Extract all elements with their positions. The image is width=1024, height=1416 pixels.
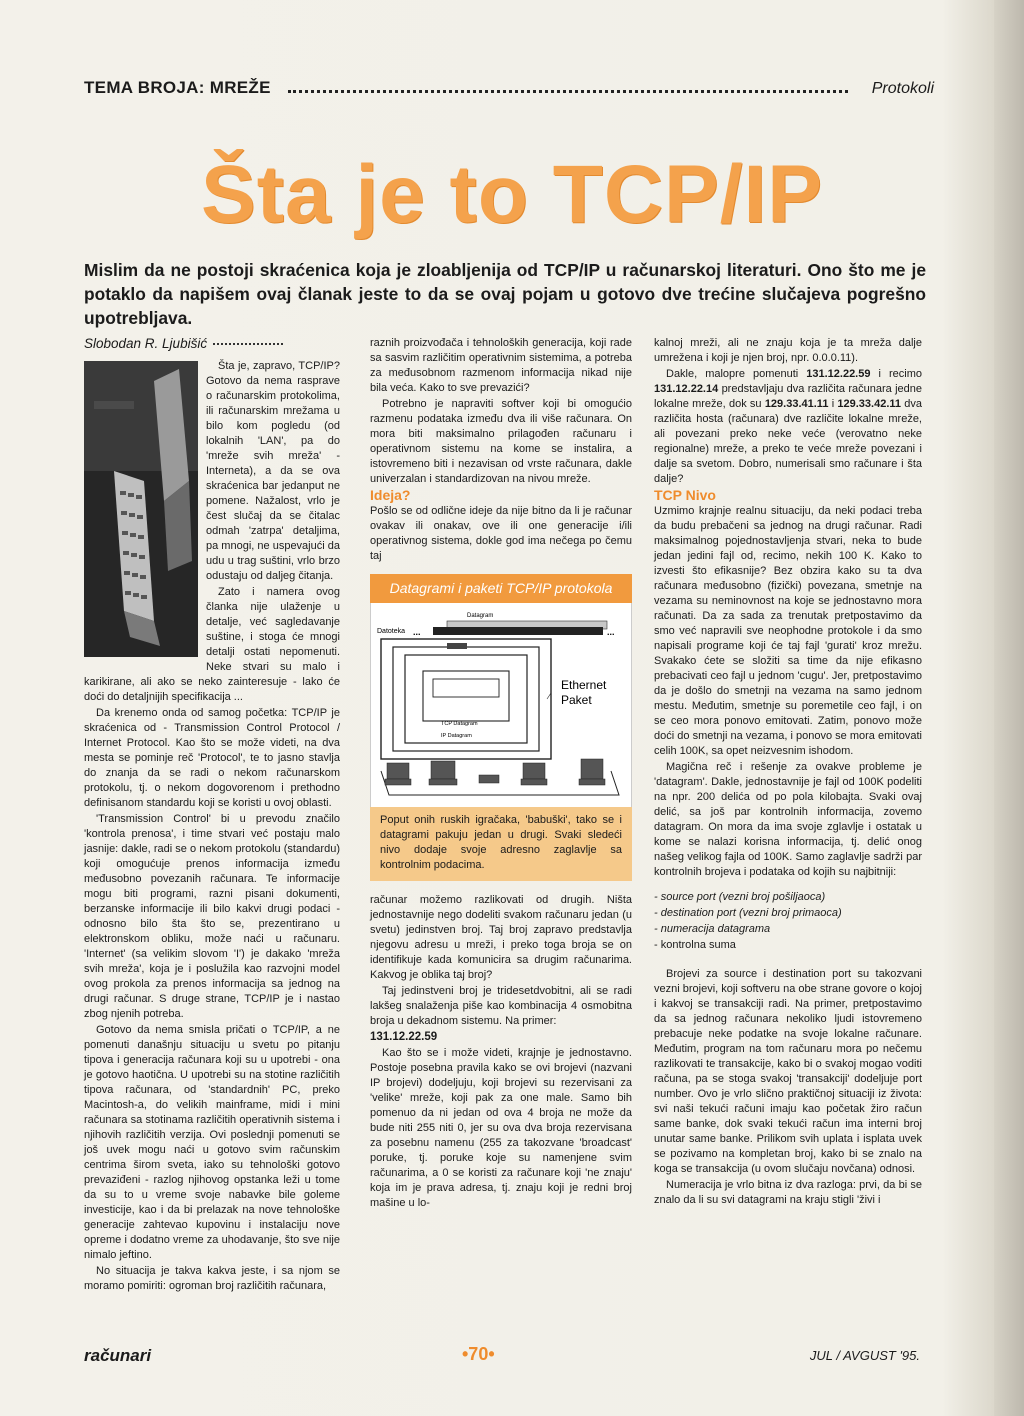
datagram-top-label: Datagram [467, 613, 494, 619]
header-dotted-rule [288, 90, 848, 93]
paragraph: Da krenemo onda od samog početka: TCP/IP je skraćenica od - Transmission Control Protocol / Internet Protocol. Kao što se može videti, na dva mesta se pominje reč 'Protocol', te to jasno stavlja do znanja da se radi o nekom računarskom protokolu, tj. o nekom dogovorenom i prethodno definisanom standardu koji se koristi u ovoj oblasti. [84, 707, 340, 809]
paragraph: Gotovo da nema smisla pričati o TCP/IP, a ne pomenuti današnju situaciju u svetu po pitanju tipova i generacija računara koji su u upotrebi - ona je gotovo haotična. U upotrebi su na stotine različitih tipova računara, od 'standardnih' PC, preko Macintosh-a, do velikih mainframe, midi i mini računara sa stotinama različitih operativnih sistema i njihovih različitih verzija. Ovi poslednji pomenuti se još uvek mogu naći u gotovo svim računskim centrima širom sveta, iako su tehnološki gotovo prevaziđeni - razlog njihovog opstanka leži u tome da su to u vreme svoje nabavke bile goleme investicije, kao i da bi prelazak na nove tehnološke generacije zahtevao kupovinu i instalaciju nove opreme i dodatno vreme za uhodavanje, što sve nije nimalo jeftino. [84, 1024, 340, 1261]
list-item: - source port (vezni broj pošiljaoca) [654, 891, 826, 903]
article-title: Šta je to TCP/IP [201, 149, 823, 240]
paragraph: No situacija je takva kakva jeste, i sa njom se moramo pomiriti: ogroman broj različitih računara, [84, 1265, 340, 1292]
list-item: - kontrolna suma [654, 939, 736, 951]
ip-address: 131.12.22.59 [806, 368, 871, 380]
paragraph-ip-addresses [654, 367, 922, 487]
ip-datagram-label: IP Datagram [441, 733, 472, 739]
paragraph: Potrebno je napraviti softver koji bi omogućio razmenu podataka između dva ili više računara. On mora biti maksimalno prilagođen računaru i operativnom sistemu na kome se instalira, a istovremeno biti i nezavisan od vrste računara, dakle univerzalan i standardizovan na nivou mreže. [370, 398, 632, 485]
computer-icons [385, 759, 605, 785]
paragraph: Zato i namera ovog članka nije ulaženje u detalje, već sagledavanje suštine, i stoga će mnogi detalji ostati nepomenuti. Neke stvari su malo i karikirane, ali ako se neko zainteresuje - lako će doći do detaljnijih specifikacija ... [84, 586, 340, 703]
ethernet-label: Ethernet [561, 678, 607, 692]
author-byline [84, 336, 340, 351]
ip-address: 129.33.41.11 [764, 398, 829, 410]
text-run: dva različita hosta (računara) dve različite lokalne mreže, ali povezani preko neke veće (verovatno neke regionalne) mreže, a preko te veće mreže povezani i dalje sa svetom. Dobro, numerisali smo računare i šta dalje? [654, 398, 923, 485]
section-heading-tcp-nivo: TCP Nivo [654, 487, 716, 503]
page-number: •70• [462, 1344, 495, 1364]
paragraph: Kao što se i može videti, krajnje je jednostavno. Postoje posebna pravila kako se ovi brojevi (nazvani IP brojevi) dodeljuju, koji brojevi su rezervisani za 'velike' mreže, koji pak za one male. Samo bih pomenuo da ni jedan od ova 4 broja ne može da bude niti 255 niti 0, jer su ova dva broja rezervisana za posebnu namenu (255 za takozvane 'broadcast' poruke, tj. poruke koje su namenjene svim računarima, a 0 se koristi za računare koji 'ne znaju' koja im je prava adresa, tj. znaju koji je redni broj mašine u lo- [370, 1047, 632, 1209]
svg-text:...: ... [413, 627, 421, 637]
paragraph: računar možemo razlikovati od drugih. Ništa jednostavnije nego dodeliti svakom računaru jedan (u svetu) jedinstven broj. Taj broj zapravo predstavlja njegovu adresu u mreži, i preko toga broja se on identifikuje kada komunicira sa drugim računarima. Kakvog je oblika taj broj? [370, 894, 632, 981]
figure-caption: Poput onih ruskih igračaka, 'babuški', tako se i datagrami pakuju jedan u drugi. Svaki sledeći nivo dodaje svoje adresno zaglavlje sa kontrolnim podacima. [370, 807, 632, 881]
text-run: i [831, 398, 835, 410]
magazine-name: računari [84, 1346, 152, 1365]
keyboard-illustration [84, 361, 198, 657]
author-dotted-rule [213, 343, 283, 345]
column-2 [370, 336, 632, 1212]
paragraph: Pošlo se od odlične ideje da nije bitno da li je računar ovakav ili onakav, ove ili one generacije i/ili operativnog sistema, dokle god ima nečega po čemu taj [370, 505, 632, 562]
tcp-datagram-label: TCP Datagram [441, 721, 478, 727]
ip-address: 131.12.22.14 [654, 383, 719, 395]
topic-label: Protokoli [871, 80, 934, 97]
packet-label: Paket [561, 693, 592, 707]
paragraph: Numeracija je vrlo bitna iz dva razloga: prvi, da bi se znalo da li su svi datagrami na kraju stigli 'živi i [654, 1179, 922, 1206]
column-1 [84, 336, 340, 1295]
paragraph: 'Transmission Control' bi u prevodu značilo 'kontrola prenosa', i time stvari već postaju malo jasnije: dakle, radi se o nekom protokolu (standardu) koji omogućuje prenos informacija između međusobno povezanih računara. Te informacije mogu biti programi, razni pisani dokumenti, berzanske informacije ili bilo kakvi drugi podaci - odnosno bilo šta što se, prezentirano u elektronskom obliku, može naći u računaru. 'Internet' (sa velikim slovom 'I') je dakako 'mreža svih mreža', koja je i poslužila kao razvojni model ovog prokola za prenos informacija sa jednog na drugi računar. S druge strane, TCP/IP je i nastao zbog njenih potreba. [84, 813, 340, 1020]
list-item: - numeracija datagrama [654, 923, 771, 935]
text-run: i recimo [878, 368, 922, 380]
author-name: Slobodan R. Ljubišić [84, 336, 208, 351]
datagram-fields-list [654, 890, 922, 953]
article-lead: Mislim da ne postoji skraćenica koja je zloabljenija od TCP/IP u računarskoj literaturi. Ono što me je potaklo da napišem ovaj članak jeste to da se ovaj pojam u gotovo dve trećine slučajeva pogrešno upotrebljava. [84, 260, 926, 328]
figure-title: Datagrami i paketi TCP/IP protokola [370, 574, 632, 603]
text-run: Dakle, malopre pomenuti [666, 368, 799, 380]
column-3 [654, 336, 922, 1209]
paragraph: raznih proizvođača i tehnoloških generacija, koji rade sa sasvim različitim operativnim sistemima, a potreba za međusobnom razmenom informacija nikad nije bila veća. Kako to sve prevazići? [370, 337, 632, 394]
ip-example: 131.12.22.59 [370, 1031, 438, 1043]
section-heading-ideja: Ideja? [370, 487, 411, 503]
paragraph: Taj jedinstveni broj je tridesetdvobitni, ali se radi lakšeg snalaženja piše kao kombinacija 4 osmobitna broja u dekadnom sistemu. Na primer: [370, 985, 632, 1027]
datagram-figure [370, 574, 632, 881]
datagram-diagram [371, 603, 631, 807]
paragraph: kalnoj mreži, ali ne znaju koja je ta mreža dalje umrežena i koji je njen broj, npr. 0.0.0.11). [654, 337, 922, 364]
list-item: - destination port (vezni broj primaoca) [654, 907, 842, 919]
svg-text:...: ... [607, 627, 615, 637]
paragraph: Brojevi za source i destination port su takozvani vezni brojevi, koji softveru na obe strane govore o kojoj i kakvoj se transakciji radi. Na primer, pretpostavimo da sa jednog računara nekoliko ljudi istovremeno prebacuje neke podatke na svoje lokalne računare. Međutim, program na tom računaru mora po nečemu razlikovati te transakcije, kako bi o svakoj mogao voditi računa, pa se stoga svakoj 'transakciji' dodeljuje port number. Ovo je vrlo slično praktičnoj situaciji iz života: svi naši tekući računi imaju kao početak žiro račun same banke, dok svaki tekući račun ima interni broj unutar same banke. Prilikom svih uplata i isplata uvek se pozivamo na kompletan broj, kako bi se znalo na koga se transakcija (u ovom slučaju novčana) odnosi. [654, 968, 922, 1175]
article-photo [84, 361, 198, 657]
issue-date: JUL / AVGUST '95. [809, 1348, 920, 1363]
figure-diagram [370, 603, 632, 807]
ip-address: 129.33.42.11 [837, 398, 902, 410]
file-label: Datoteka [377, 628, 406, 635]
paragraph: Šta je, zapravo, TCP/IP? Gotovo da nema rasprave o računarskim protokolima, ili računarskim mrežama u bilo kom pogledu (od lokalnih 'LAN', pa do 'mreže svih mreža' - Interneta), a da se ova skraćenica bar jedanput ne pomene. Nažalost, vrlo je čest slučaj da se čitalac odmah 'zatrpa' detaljima, pa mnogi, ne uspevajući da udu u trag suštini, vrlo brzo odustaju od daljeg čitanja. [206, 360, 340, 582]
paragraph: Magična reč i rešenje za ovakve probleme je 'datagram'. Dakle, jednostavnije je fajl od 100K podeliti na npr. 200 delića od po pola kilobajta. Svaki ovaj delić, sa još par kontrolnih informacija, zovemo datagram. On mora da ima svoje zglavlje i ostatak u kome se nalazi korisna informacija, tj. delić onog našeg velikog fajla od 100K. Samo zaglavlje sadrži par kontrolnih brojeva i podataka od kojih su najbitniji: [654, 761, 922, 878]
section-label: TEMA BROJA: MREŽE [84, 78, 271, 97]
text-run: predstavljaju dva različita računara jedne lokalne mreže, dok su [654, 383, 922, 410]
paragraph: Uzmimo krajnje realnu situaciju, da neki podaci treba da budu prebačeni sa jednog na drugi računar. Radi maksimalnog pojednostavljenja stvari, neka to bude jedan jedini fajl od, recimo, nekih 100 K. Kako to izvesti što efikasnije? Bez obzira kako su ta dva računara međusobno (fizički) povezana, smetnje na vezama su neminovnost na koje se jednostavno mora računati. Da za sada za trenutak pretpostavimo da smo već napravili sve neophodne protokole i da smo napisali programe koji će taj fajl 'gurati' kroz mrežu. Svakako ćete se složiti sa time da nije efikasno prebacivati ceo fajl u jednom 'cugu'. Jer, pretpostavimo da je došlo do smetnji na vezama na samo jednom mestu. Međutim, smetnje su poremetile ceo fajl, i on se ceo mora ponovo emitovati. Zatim, ponovo može doći do smetnji na vezama, i ponovo se mora emitovati celih 100K, sa opet neizvesnim ishodom. [654, 505, 922, 757]
page-header [84, 78, 934, 100]
